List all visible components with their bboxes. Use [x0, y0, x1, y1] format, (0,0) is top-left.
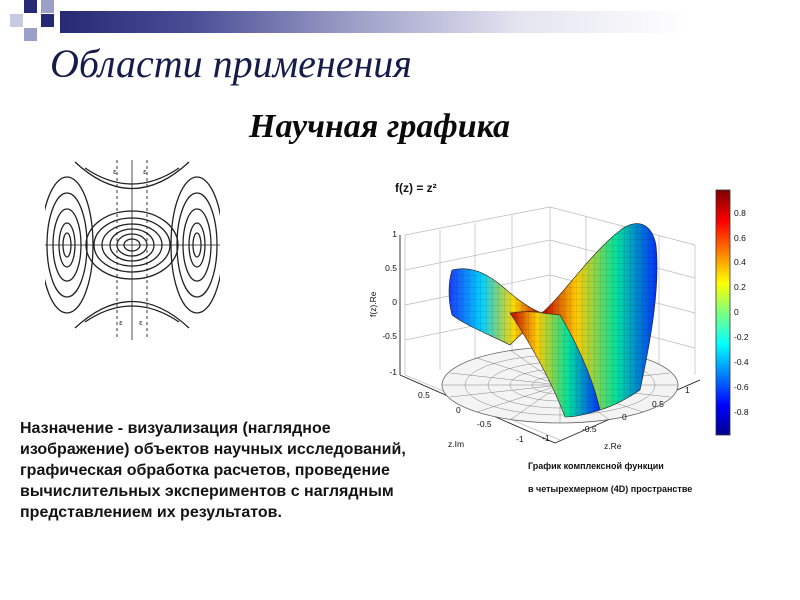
- y-axis-tick: -0.5: [382, 331, 397, 341]
- re-axis-tick: -1: [542, 433, 550, 443]
- field-lines-image: [45, 160, 220, 350]
- colorbar-tick: 0.2: [734, 282, 746, 292]
- plot-caption-line2: в четырехмерном (4D) пространстве: [528, 484, 693, 494]
- colorbar-tick: -0.6: [734, 382, 749, 392]
- re-axis-tick: 0.5: [652, 399, 664, 409]
- decor-square: [41, 14, 54, 27]
- svg-text:ε: ε: [119, 319, 123, 327]
- colorbar: [716, 190, 730, 435]
- re-axis-tick: 1: [685, 385, 690, 395]
- re-axis-tick: -0.5: [582, 424, 597, 434]
- plot-caption-line1: График комплексной функции: [528, 461, 664, 471]
- y-axis-tick: 0: [392, 297, 397, 307]
- y-axis-tick: -1: [389, 367, 397, 377]
- slide-subtitle: Научная графика: [249, 108, 511, 145]
- decor-square: [24, 0, 37, 13]
- y-axis-tick: 1: [392, 229, 397, 239]
- header-gradient-bar: [60, 11, 800, 33]
- im-axis-label: z.Im: [448, 439, 465, 449]
- decor-square: [41, 0, 54, 13]
- plot-function-label: f(z) = z²: [395, 181, 437, 195]
- im-axis-tick: 0: [456, 405, 461, 415]
- svg-text:ε: ε: [143, 168, 147, 176]
- description-text: Назначение - визуализация (наглядное изображение) объектов научных исследований, графическая обработка расчетов, проведение вычислительных экспериментов с наглядным представлением их результатов.: [20, 420, 406, 521]
- colorbar-tick: 0.6: [734, 233, 746, 243]
- im-axis-tick: -0.5: [477, 419, 492, 429]
- re-axis-tick: 0: [622, 412, 627, 422]
- svg-text:ε: ε: [139, 319, 143, 327]
- complex-function-plot: [360, 185, 780, 450]
- im-axis-tick: -1: [516, 434, 524, 444]
- re-axis-label: z.Re: [604, 441, 622, 450]
- colorbar-tick: 0: [734, 307, 739, 317]
- colorbar-tick: -0.8: [734, 407, 749, 417]
- colorbar-tick: 0.4: [734, 257, 746, 267]
- y-axis-tick: 0.5: [385, 263, 397, 273]
- im-axis-tick: 0.5: [418, 390, 430, 400]
- colorbar-tick: -0.2: [734, 332, 749, 342]
- slide-title: Области применения: [50, 41, 412, 86]
- decor-square: [24, 28, 37, 41]
- colorbar-tick: 0.8: [734, 208, 746, 218]
- svg-text:ε: ε: [113, 168, 117, 176]
- decor-square: [10, 14, 23, 27]
- y-axis-label: f(z).Re: [368, 291, 378, 317]
- colorbar-tick: -0.4: [734, 357, 749, 367]
